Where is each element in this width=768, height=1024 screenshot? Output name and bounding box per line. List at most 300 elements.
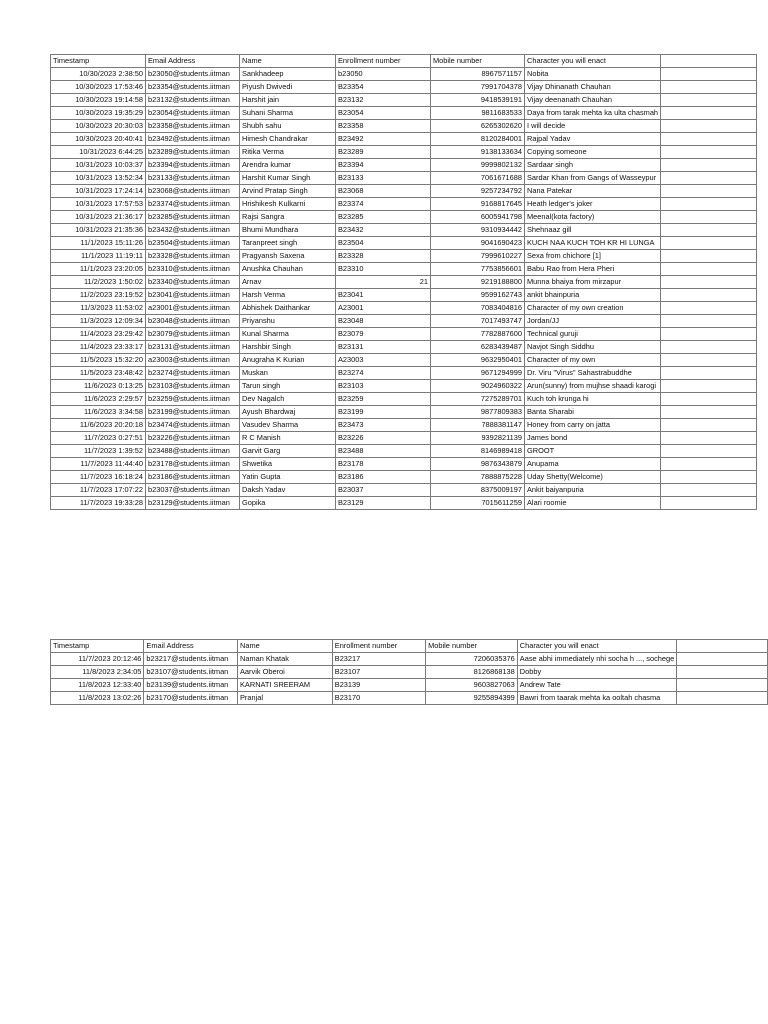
cell-email: b23358@students.iitman bbox=[146, 120, 240, 133]
cell-name: Harshit jain bbox=[240, 94, 336, 107]
cell-mobile: 7753856601 bbox=[431, 263, 525, 276]
cell-timestamp: 11/8/2023 12:33:40 bbox=[51, 679, 144, 692]
table-row bbox=[51, 289, 757, 302]
header-character: Character you will enact bbox=[517, 640, 676, 653]
cell-enrollment: 21 bbox=[336, 276, 431, 289]
cell-enrollment: B23358 bbox=[336, 120, 431, 133]
cell-email: b23170@students.iitman bbox=[144, 692, 238, 705]
cell-character: Sexa from chichore [1] bbox=[525, 250, 661, 263]
cell-email: b23340@students.iitman bbox=[146, 276, 240, 289]
cell-timestamp: 10/30/2023 17:53:46 bbox=[51, 81, 146, 94]
cell-blank bbox=[661, 419, 757, 432]
table-row bbox=[51, 224, 757, 237]
cell-character: Vijay deenanath Chauhan bbox=[525, 94, 661, 107]
cell-timestamp: 11/2/2023 23:19:52 bbox=[51, 289, 146, 302]
cell-blank bbox=[661, 146, 757, 159]
table-row bbox=[51, 432, 757, 445]
cell-timestamp: 11/7/2023 0:27:51 bbox=[51, 432, 146, 445]
cell-timestamp: 11/6/2023 0:13:25 bbox=[51, 380, 146, 393]
cell-blank bbox=[661, 133, 757, 146]
cell-email: b23285@students.iitman bbox=[146, 211, 240, 224]
cell-mobile: 9632950401 bbox=[431, 354, 525, 367]
cell-name: Yatin Gupta bbox=[240, 471, 336, 484]
cell-enrollment: B23079 bbox=[336, 328, 431, 341]
table-row bbox=[51, 159, 757, 172]
cell-character: James bond bbox=[525, 432, 661, 445]
table-row bbox=[51, 68, 757, 81]
cell-name: Ritika Verma bbox=[240, 146, 336, 159]
header-row bbox=[51, 640, 768, 653]
cell-blank bbox=[661, 497, 757, 510]
table-row bbox=[51, 341, 757, 354]
table-row bbox=[51, 406, 757, 419]
cell-character: Vijay Dhinanath Chauhan bbox=[525, 81, 661, 94]
cell-timestamp: 11/1/2023 15:11:26 bbox=[51, 237, 146, 250]
cell-name: Ayush Bhardwaj bbox=[240, 406, 336, 419]
cell-character: Sardaar singh bbox=[525, 159, 661, 172]
cell-email: b23328@students.iitman bbox=[146, 250, 240, 263]
cell-character: Nana Patekar bbox=[525, 185, 661, 198]
cell-blank bbox=[677, 653, 768, 666]
cell-enrollment: A23003 bbox=[336, 354, 431, 367]
cell-blank bbox=[661, 211, 757, 224]
cell-mobile: 9876343879 bbox=[431, 458, 525, 471]
table-row bbox=[51, 250, 757, 263]
cell-mobile: 7206035376 bbox=[426, 653, 518, 666]
cell-timestamp: 11/3/2023 11:53:02 bbox=[51, 302, 146, 315]
cell-timestamp: 10/30/2023 19:14:58 bbox=[51, 94, 146, 107]
cell-name: Sankhadeep bbox=[240, 68, 336, 81]
cell-blank bbox=[661, 484, 757, 497]
table-row bbox=[51, 198, 757, 211]
cell-name: Naman Khatak bbox=[238, 653, 333, 666]
table-row bbox=[51, 263, 757, 276]
cell-character: Andrew Tate bbox=[517, 679, 676, 692]
header-mobile: Mobile number bbox=[431, 55, 525, 68]
table-row bbox=[51, 679, 768, 692]
cell-email: b23079@students.iitman bbox=[146, 328, 240, 341]
cell-enrollment: B23259 bbox=[336, 393, 431, 406]
cell-enrollment: B23374 bbox=[336, 198, 431, 211]
cell-enrollment: B23107 bbox=[332, 666, 425, 679]
cell-blank bbox=[661, 159, 757, 172]
cell-name: Harsh Verma bbox=[240, 289, 336, 302]
cell-blank bbox=[661, 458, 757, 471]
cell-name: Abhishek Daithankar bbox=[240, 302, 336, 315]
cell-enrollment: B23328 bbox=[336, 250, 431, 263]
cell-timestamp: 10/30/2023 20:40:41 bbox=[51, 133, 146, 146]
cell-character: Jordan/JJ bbox=[525, 315, 661, 328]
cell-character: Rajpal Yadav bbox=[525, 133, 661, 146]
cell-enrollment: B23170 bbox=[332, 692, 425, 705]
cell-enrollment: B23488 bbox=[336, 445, 431, 458]
cell-enrollment: B23041 bbox=[336, 289, 431, 302]
cell-timestamp: 10/30/2023 19:35:29 bbox=[51, 107, 146, 120]
cell-character: KUCH NAA KUCH TOH KR HI LUNGA bbox=[525, 237, 661, 250]
cell-email: b23178@students.iitman bbox=[146, 458, 240, 471]
header-enrollment: Enrollment number bbox=[336, 55, 431, 68]
cell-mobile: 7991704378 bbox=[431, 81, 525, 94]
cell-blank bbox=[661, 445, 757, 458]
table-row bbox=[51, 445, 757, 458]
cell-email: b23504@students.iitman bbox=[146, 237, 240, 250]
cell-character: Alari roomie bbox=[525, 497, 661, 510]
cell-enrollment: B23048 bbox=[336, 315, 431, 328]
cell-name: Pranjal bbox=[238, 692, 333, 705]
cell-mobile: 9041690423 bbox=[431, 237, 525, 250]
cell-timestamp: 10/31/2023 6:44:25 bbox=[51, 146, 146, 159]
cell-name: Priyanshu bbox=[240, 315, 336, 328]
table-row bbox=[51, 107, 757, 120]
cell-name: Kunal Sharma bbox=[240, 328, 336, 341]
cell-email: b23139@students.iitman bbox=[144, 679, 238, 692]
cell-name: Harshit Kumar Singh bbox=[240, 172, 336, 185]
cell-blank bbox=[661, 224, 757, 237]
cell-enrollment: B23274 bbox=[336, 367, 431, 380]
cell-mobile: 8120284001 bbox=[431, 133, 525, 146]
cell-blank bbox=[661, 393, 757, 406]
cell-enrollment: B23310 bbox=[336, 263, 431, 276]
cell-character: Munna bhaiya from mirzapur bbox=[525, 276, 661, 289]
cell-email: b23374@students.iitman bbox=[146, 198, 240, 211]
cell-timestamp: 11/8/2023 13:02:26 bbox=[51, 692, 144, 705]
cell-mobile: 9811683533 bbox=[431, 107, 525, 120]
cell-timestamp: 11/1/2023 23:20:05 bbox=[51, 263, 146, 276]
cell-name: Tarun singh bbox=[240, 380, 336, 393]
cell-mobile: 7275289701 bbox=[431, 393, 525, 406]
cell-name: Garvit Garg bbox=[240, 445, 336, 458]
cell-character: Aase abhi immediately nhi socha h ..., sochege bbox=[517, 653, 676, 666]
cell-blank bbox=[661, 68, 757, 81]
cell-mobile: 8146989418 bbox=[431, 445, 525, 458]
table-row bbox=[51, 458, 757, 471]
cell-enrollment: B23037 bbox=[336, 484, 431, 497]
cell-timestamp: 10/31/2023 10:03:37 bbox=[51, 159, 146, 172]
cell-character: Dr. Viru "Virus" Sahastrabuddhe bbox=[525, 367, 661, 380]
cell-email: b23103@students.iitman bbox=[146, 380, 240, 393]
cell-mobile: 7888381147 bbox=[431, 419, 525, 432]
cell-timestamp: 11/7/2023 19:33:28 bbox=[51, 497, 146, 510]
cell-email: b23186@students.iitman bbox=[146, 471, 240, 484]
cell-mobile: 9257234792 bbox=[431, 185, 525, 198]
table-row bbox=[51, 120, 757, 133]
cell-email: b23068@students.iitman bbox=[146, 185, 240, 198]
table-row bbox=[51, 666, 768, 679]
header-email: Email Address bbox=[146, 55, 240, 68]
cell-name: KARNATI SREERAM bbox=[238, 679, 333, 692]
cell-name: Taranpreet singh bbox=[240, 237, 336, 250]
cell-character: Anupama bbox=[525, 458, 661, 471]
header-enrollment: Enrollment number bbox=[332, 640, 425, 653]
cell-enrollment: B23186 bbox=[336, 471, 431, 484]
cell-email: b23037@students.iitman bbox=[146, 484, 240, 497]
cell-enrollment: B23432 bbox=[336, 224, 431, 237]
cell-email: b23217@students.iitman bbox=[144, 653, 238, 666]
cell-email: b23129@students.iitman bbox=[146, 497, 240, 510]
table-body-1 bbox=[51, 68, 757, 510]
cell-timestamp: 11/7/2023 20:12:46 bbox=[51, 653, 144, 666]
cell-name: Rajsi Sangra bbox=[240, 211, 336, 224]
cell-email: b23289@students.iitman bbox=[146, 146, 240, 159]
cell-name: Arendra kumar bbox=[240, 159, 336, 172]
cell-blank bbox=[661, 328, 757, 341]
cell-email: b23054@students.iitman bbox=[146, 107, 240, 120]
table-row bbox=[51, 81, 757, 94]
cell-name: Dev Nagalch bbox=[240, 393, 336, 406]
cell-timestamp: 10/31/2023 13:52:34 bbox=[51, 172, 146, 185]
cell-mobile: 7888875228 bbox=[431, 471, 525, 484]
cell-blank bbox=[661, 315, 757, 328]
cell-mobile: 8967571157 bbox=[431, 68, 525, 81]
cell-enrollment: B23133 bbox=[336, 172, 431, 185]
cell-email: b23226@students.iitman bbox=[146, 432, 240, 445]
cell-name: Vasudev Sharma bbox=[240, 419, 336, 432]
table-row bbox=[51, 471, 757, 484]
cell-character: Kuch toh krunga hi bbox=[525, 393, 661, 406]
table-row bbox=[51, 302, 757, 315]
table-row bbox=[51, 276, 757, 289]
cell-blank bbox=[661, 94, 757, 107]
cell-name: Gopika bbox=[240, 497, 336, 510]
cell-timestamp: 11/7/2023 16:18:24 bbox=[51, 471, 146, 484]
cell-character: Meenal(kota factory) bbox=[525, 211, 661, 224]
cell-email: b23048@students.iitman bbox=[146, 315, 240, 328]
cell-character: Dobby bbox=[517, 666, 676, 679]
cell-blank bbox=[661, 237, 757, 250]
cell-blank bbox=[661, 289, 757, 302]
cell-character: Technical guruji bbox=[525, 328, 661, 341]
cell-name: Pragyansh Saxena bbox=[240, 250, 336, 263]
cell-character: Sardar Khan from Gangs of Wasseypur bbox=[525, 172, 661, 185]
cell-blank bbox=[661, 406, 757, 419]
cell-mobile: 7015611259 bbox=[431, 497, 525, 510]
cell-email: b23488@students.iitman bbox=[146, 445, 240, 458]
cell-blank bbox=[677, 679, 768, 692]
header-email: Email Address bbox=[144, 640, 238, 653]
table-row bbox=[51, 393, 757, 406]
cell-timestamp: 10/30/2023 20:30:03 bbox=[51, 120, 146, 133]
cell-name: Muskan bbox=[240, 367, 336, 380]
cell-character: Character of my own creation bbox=[525, 302, 661, 315]
cell-mobile: 6265302620 bbox=[431, 120, 525, 133]
cell-timestamp: 11/6/2023 3:34:58 bbox=[51, 406, 146, 419]
cell-blank bbox=[661, 276, 757, 289]
cell-blank bbox=[661, 198, 757, 211]
cell-timestamp: 11/8/2023 2:34:05 bbox=[51, 666, 144, 679]
cell-enrollment: B23139 bbox=[332, 679, 425, 692]
cell-character: ankit bhainpuria bbox=[525, 289, 661, 302]
cell-mobile: 9999802132 bbox=[431, 159, 525, 172]
cell-mobile: 7999610227 bbox=[431, 250, 525, 263]
header-timestamp: Timestamp bbox=[51, 640, 144, 653]
cell-character: Navjot Singh Siddhu bbox=[525, 341, 661, 354]
cell-email: b23394@students.iitman bbox=[146, 159, 240, 172]
cell-timestamp: 10/31/2023 17:57:53 bbox=[51, 198, 146, 211]
cell-blank bbox=[661, 354, 757, 367]
cell-timestamp: 11/7/2023 11:44:40 bbox=[51, 458, 146, 471]
header-name: Name bbox=[238, 640, 333, 653]
cell-timestamp: 11/6/2023 20:20:18 bbox=[51, 419, 146, 432]
table-row bbox=[51, 211, 757, 224]
cell-mobile: 9024960322 bbox=[431, 380, 525, 393]
table-row bbox=[51, 146, 757, 159]
cell-timestamp: 11/3/2023 12:09:34 bbox=[51, 315, 146, 328]
table-row bbox=[51, 133, 757, 146]
table-row bbox=[51, 237, 757, 250]
cell-name: Harshbir Singh bbox=[240, 341, 336, 354]
cell-character: Copying someone bbox=[525, 146, 661, 159]
cell-enrollment: B23103 bbox=[336, 380, 431, 393]
cell-mobile: 6283439487 bbox=[431, 341, 525, 354]
cell-timestamp: 10/31/2023 21:35:36 bbox=[51, 224, 146, 237]
cell-enrollment: B23394 bbox=[336, 159, 431, 172]
cell-character: Honey from carry on jatta bbox=[525, 419, 661, 432]
cell-character: Bawri from taarak mehta ka ooltah chasma bbox=[517, 692, 676, 705]
cell-character: Daya from tarak mehta ka ulta chasmah bbox=[525, 107, 661, 120]
cell-character: Shehnaaz gill bbox=[525, 224, 661, 237]
cell-timestamp: 11/7/2023 1:39:52 bbox=[51, 445, 146, 458]
cell-enrollment: B23226 bbox=[336, 432, 431, 445]
cell-blank bbox=[677, 692, 768, 705]
table-row bbox=[51, 354, 757, 367]
cell-enrollment: B23054 bbox=[336, 107, 431, 120]
table-row bbox=[51, 653, 768, 666]
cell-timestamp: 10/31/2023 21:36:17 bbox=[51, 211, 146, 224]
header-blank bbox=[661, 55, 757, 68]
cell-blank bbox=[677, 666, 768, 679]
table-row bbox=[51, 380, 757, 393]
cell-character: I will decide bbox=[525, 120, 661, 133]
cell-email: b23041@students.iitman bbox=[146, 289, 240, 302]
cell-mobile: 9219188800 bbox=[431, 276, 525, 289]
cell-enrollment: B23199 bbox=[336, 406, 431, 419]
cell-enrollment: B23178 bbox=[336, 458, 431, 471]
header-mobile: Mobile number bbox=[426, 640, 518, 653]
cell-blank bbox=[661, 185, 757, 198]
cell-timestamp: 11/4/2023 23:33:17 bbox=[51, 341, 146, 354]
cell-name: Suhani Sharma bbox=[240, 107, 336, 120]
cell-enrollment: b23050 bbox=[336, 68, 431, 81]
cell-name: Bhumi Mundhara bbox=[240, 224, 336, 237]
cell-name: Piyush Dwivedi bbox=[240, 81, 336, 94]
cell-enrollment: B23217 bbox=[332, 653, 425, 666]
cell-enrollment: B23131 bbox=[336, 341, 431, 354]
cell-mobile: 8126868138 bbox=[426, 666, 518, 679]
cell-blank bbox=[661, 432, 757, 445]
cell-mobile: 9599162743 bbox=[431, 289, 525, 302]
cell-timestamp: 10/31/2023 17:24:14 bbox=[51, 185, 146, 198]
cell-email: b23050@students.iitman bbox=[146, 68, 240, 81]
cell-email: a23001@students.iitman bbox=[146, 302, 240, 315]
cell-blank bbox=[661, 120, 757, 133]
table-body-2 bbox=[51, 653, 768, 705]
cell-email: b23274@students.iitman bbox=[146, 367, 240, 380]
cell-email: b23492@students.iitman bbox=[146, 133, 240, 146]
cell-name: Daksh Yadav bbox=[240, 484, 336, 497]
cell-name: Anugraha K Kurian bbox=[240, 354, 336, 367]
cell-character: Heath ledger's joker bbox=[525, 198, 661, 211]
cell-email: b23131@students.iitman bbox=[146, 341, 240, 354]
header-row bbox=[51, 55, 757, 68]
cell-mobile: 9671294999 bbox=[431, 367, 525, 380]
cell-character: Arun(sunny) from mujhse shaadi karogi bbox=[525, 380, 661, 393]
cell-character: Nobita bbox=[525, 68, 661, 81]
cell-name: Himesh Chandrakar bbox=[240, 133, 336, 146]
cell-enrollment: B23129 bbox=[336, 497, 431, 510]
cell-mobile: 7017493747 bbox=[431, 315, 525, 328]
cell-enrollment: B23289 bbox=[336, 146, 431, 159]
cell-email: b23259@students.iitman bbox=[146, 393, 240, 406]
cell-character: Babu Rao from Hera Pheri bbox=[525, 263, 661, 276]
cell-enrollment: B23132 bbox=[336, 94, 431, 107]
cell-mobile: 9603827063 bbox=[426, 679, 518, 692]
table-row bbox=[51, 315, 757, 328]
cell-mobile: 9255894399 bbox=[426, 692, 518, 705]
header-timestamp: Timestamp bbox=[51, 55, 146, 68]
cell-blank bbox=[661, 263, 757, 276]
table-row bbox=[51, 328, 757, 341]
cell-name: Hrishikesh Kulkarni bbox=[240, 198, 336, 211]
cell-timestamp: 11/2/2023 1:50:02 bbox=[51, 276, 146, 289]
cell-blank bbox=[661, 107, 757, 120]
cell-character: Uday Shetty(Welcome) bbox=[525, 471, 661, 484]
cell-email: b23354@students.iitman bbox=[146, 81, 240, 94]
table-row bbox=[51, 484, 757, 497]
cell-enrollment: B23285 bbox=[336, 211, 431, 224]
cell-timestamp: 11/1/2023 11:19:11 bbox=[51, 250, 146, 263]
cell-enrollment: B23473 bbox=[336, 419, 431, 432]
cell-mobile: 7083404816 bbox=[431, 302, 525, 315]
cell-timestamp: 11/5/2023 23:48:42 bbox=[51, 367, 146, 380]
table-row bbox=[51, 185, 757, 198]
cell-email: a23003@students.iitman bbox=[146, 354, 240, 367]
cell-email: b23132@students.iitman bbox=[146, 94, 240, 107]
cell-email: b23107@students.iitman bbox=[144, 666, 238, 679]
table-row bbox=[51, 419, 757, 432]
cell-timestamp: 11/7/2023 17:07:22 bbox=[51, 484, 146, 497]
cell-character: Banta Sharabi bbox=[525, 406, 661, 419]
cell-mobile: 7782887600 bbox=[431, 328, 525, 341]
cell-mobile: 9877809383 bbox=[431, 406, 525, 419]
cell-character: Character of my own bbox=[525, 354, 661, 367]
cell-mobile: 9418539191 bbox=[431, 94, 525, 107]
table-row bbox=[51, 692, 768, 705]
cell-enrollment: B23492 bbox=[336, 133, 431, 146]
table-row bbox=[51, 94, 757, 107]
cell-mobile: 9168817645 bbox=[431, 198, 525, 211]
cell-mobile: 8375009197 bbox=[431, 484, 525, 497]
cell-name: Anushka Chauhan bbox=[240, 263, 336, 276]
cell-name: Arvind Pratap Singh bbox=[240, 185, 336, 198]
responses-table-1 bbox=[50, 54, 757, 510]
table-row bbox=[51, 367, 757, 380]
cell-timestamp: 11/5/2023 15:32:20 bbox=[51, 354, 146, 367]
cell-mobile: 6005941798 bbox=[431, 211, 525, 224]
header-name: Name bbox=[240, 55, 336, 68]
header-character: Character you will enact bbox=[525, 55, 661, 68]
cell-mobile: 9138133634 bbox=[431, 146, 525, 159]
cell-enrollment: B23068 bbox=[336, 185, 431, 198]
cell-enrollment: A23001 bbox=[336, 302, 431, 315]
header-blank bbox=[677, 640, 768, 653]
cell-timestamp: 10/30/2023 2:38:50 bbox=[51, 68, 146, 81]
cell-email: b23474@students.iitman bbox=[146, 419, 240, 432]
cell-blank bbox=[661, 380, 757, 393]
cell-email: b23199@students.iitman bbox=[146, 406, 240, 419]
cell-name: Arnav bbox=[240, 276, 336, 289]
cell-blank bbox=[661, 250, 757, 263]
cell-blank bbox=[661, 172, 757, 185]
